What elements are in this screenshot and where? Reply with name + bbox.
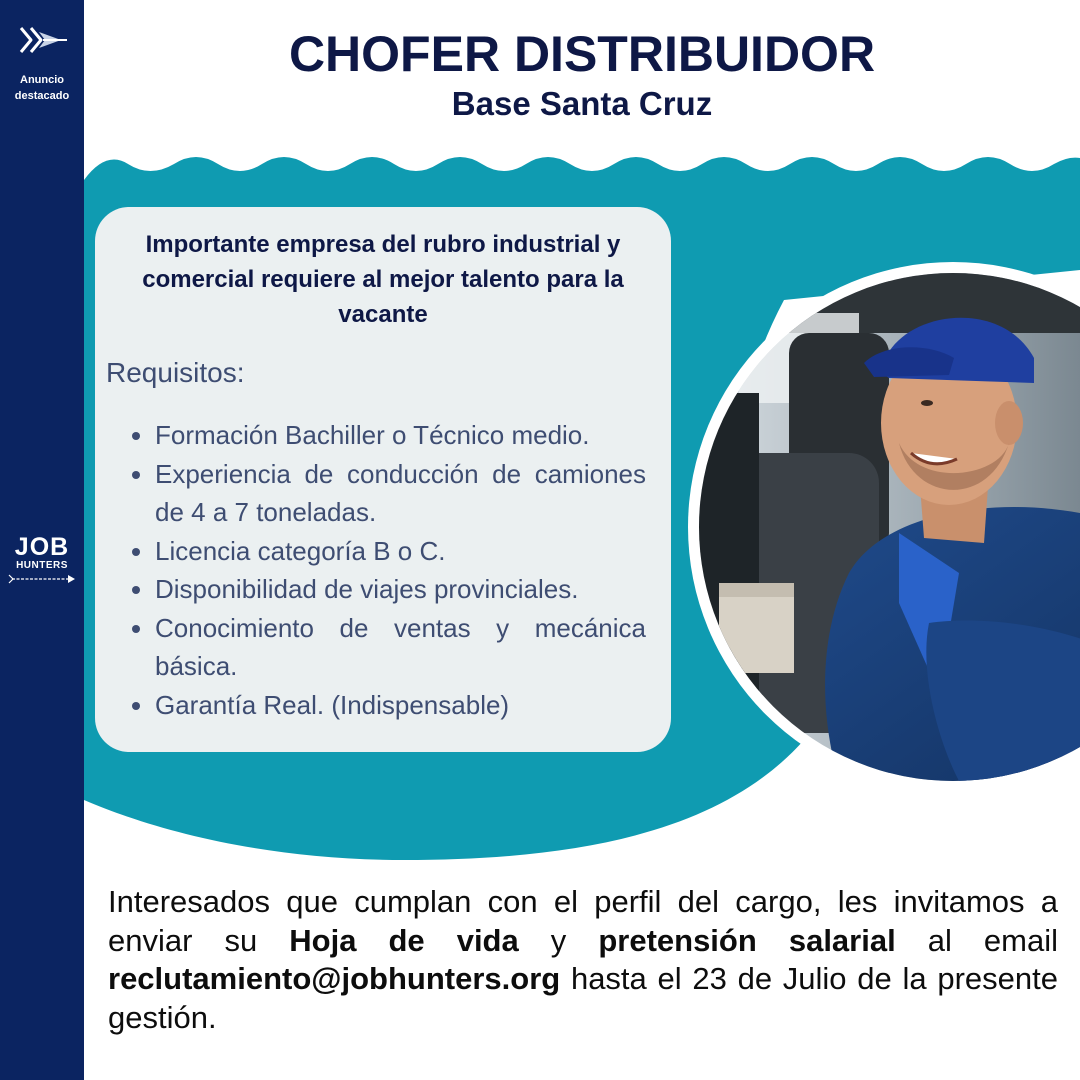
featured-badge-label: Anuncio destacado — [14, 74, 70, 102]
footer-bold-cv: Hoja de vida — [289, 922, 519, 958]
list-item: • Licencia categoría B o C. — [155, 532, 646, 571]
page-subtitle: Base Santa Cruz — [451, 85, 713, 122]
list-item: • Conocimiento de ventas y mecánica básica. — [155, 609, 646, 686]
list-item: • Experiencia de conducción de camiones de 4 a 7 toneladas. — [155, 455, 646, 532]
brand-arrow-icon — [8, 573, 76, 585]
footer-text: Interesados que cumplan con el perfil del cargo, les invitamos a enviar su — [108, 884, 1058, 958]
list-item: • Disponibilidad de viajes provinciales. — [155, 570, 646, 609]
application-instructions — [108, 883, 1058, 1037]
contact-email[interactable]: reclutamiento@jobhunters.org — [108, 961, 561, 996]
card-intro: Importante empresa del rubro industrial y comercial requiere al mejor talento para la vacante — [142, 231, 624, 328]
requirements-list — [155, 416, 646, 724]
requirements-card — [95, 207, 671, 752]
requirements-heading: Requisitos: — [106, 357, 245, 388]
footer-bold-salary: pretensión salarial — [598, 922, 896, 958]
left-sidebar — [0, 0, 84, 1080]
page-title: CHOFER DISTRIBUIDOR — [288, 26, 876, 82]
brand-logo-sub: HUNTERS — [16, 560, 68, 571]
brand-logo — [8, 534, 76, 590]
footer-text: hasta el 23 de Julio de la presente gestión. — [108, 961, 1058, 1035]
footer-text: al email — [895, 922, 1058, 958]
brand-logo-main: JOB — [14, 533, 70, 561]
list-item: • Garantía Real. (Indispensable) — [155, 686, 646, 725]
arrows-icon — [17, 22, 69, 58]
footer-text: y — [518, 922, 599, 958]
list-item: • Formación Bachiller o Técnico medio. — [155, 416, 646, 455]
